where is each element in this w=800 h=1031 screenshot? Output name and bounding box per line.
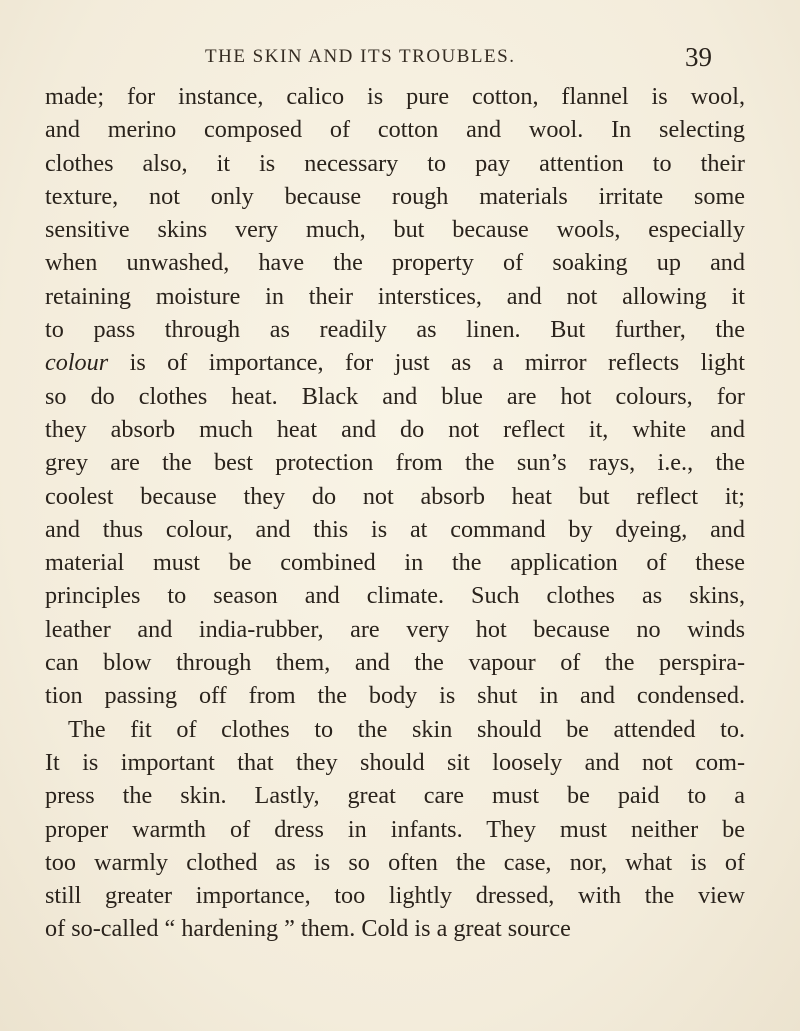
body-text [45,80,745,946]
text-line: retaining moisture in their interstices, and not allowing it [45,282,745,310]
page-number: 39 [685,42,712,72]
emphasized-word: colour [45,349,109,377]
running-title: THE SKIN AND ITS TROUBLES. [205,46,516,67]
text-line: It is important that they should sit loosely and not com- [45,748,745,776]
text-line: proper warmth of dress in infants. They must neither be [45,815,745,843]
text-line: too warmly clothed as is so often the case, nor, what is of [45,848,745,876]
text-line: coolest because they do not absorb heat but reflect it; [45,482,745,510]
text-line: clothes also, it is necessary to pay attention to their [45,149,745,177]
text-line [45,346,745,379]
text-line: and merino composed of cotton and wool. In selecting [45,116,745,144]
running-head [0,44,800,84]
text-line: leather and india-rubber, are very hot because no winds [45,615,745,643]
text-line: The fit of clothes to the skin should be attended to. [68,715,745,743]
text-line: to pass through as readily as linen. But further, the [45,316,745,344]
text-line: material must be combined in the application of these [45,549,745,577]
text-line: still greater importance, too lightly dressed, with the view [45,882,745,910]
text-line-remainder: is of importance, for just as a mirror reflects light [129,349,745,377]
text-line: they absorb much heat and do not reflect it, white and [45,415,745,443]
text-line: so do clothes heat. Black and blue are hot colours, for [45,382,745,410]
text-line: grey are the best protection from the sun’s rays, i.e., the [45,449,745,477]
text-line: when unwashed, have the property of soaking up and [45,249,745,277]
text-line: and thus colour, and this is at command by dyeing, and [45,515,745,543]
text-line: sensitive skins very much, but because wools, especially [45,216,745,244]
text-line: made; for instance, calico is pure cotton, flannel is wool, [45,83,745,110]
text-line: press the skin. Lastly, great care must be paid to a [45,782,745,810]
text-line: texture, not only because rough materials irritate some [45,182,745,210]
text-line: can blow through them, and the vapour of the perspira- [45,649,745,677]
text-line: tion passing off from the body is shut in and condensed. [45,682,745,710]
text-line: of so-called “ hardening ” them. Cold is a great source [45,915,571,943]
text-line: principles to season and climate. Such clothes as skins, [45,582,745,610]
